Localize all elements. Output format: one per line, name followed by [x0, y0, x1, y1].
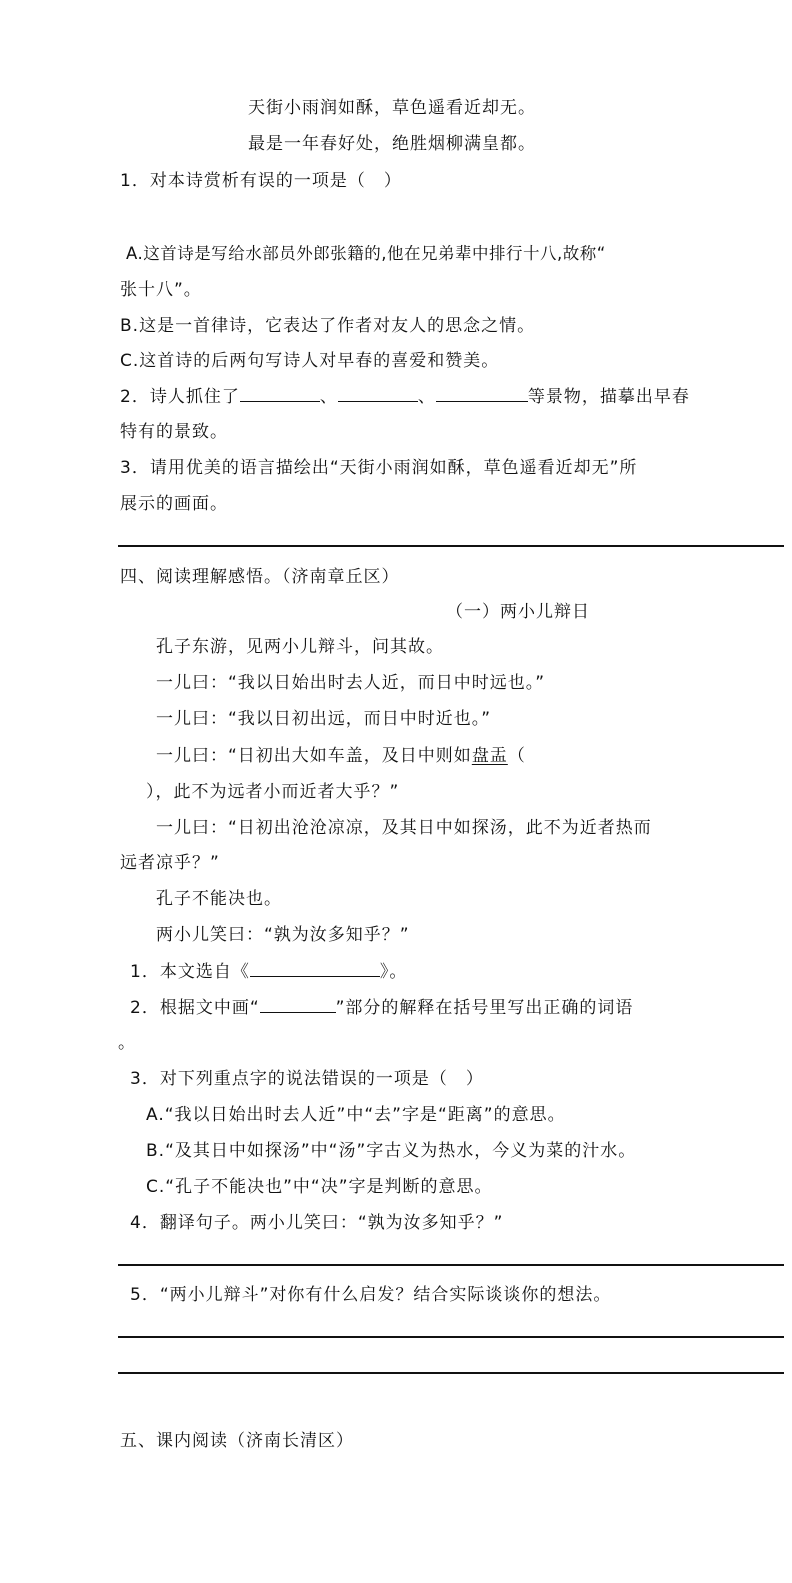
underlined-phrase: 盘盂 — [471, 746, 508, 766]
option-a-line-2: 张十八”。 — [120, 280, 202, 300]
section-5-heading: 五、课内阅读（济南长清区） — [120, 1431, 354, 1451]
answer-blank-scenery-3[interactable] — [436, 385, 528, 402]
passage-paragraph-5-line-2: 远者凉乎？” — [120, 853, 220, 873]
reading-question-2-prefix: 2．根据文中画“ — [130, 998, 260, 1018]
question-2-suffix: 等景物，描摹出早春 — [527, 387, 690, 407]
passage-paragraph-3: 一儿曰：“我以日初出远，而日中时近也。” — [156, 709, 492, 729]
answer-blank-scenery-1[interactable] — [240, 385, 320, 402]
passage-paragraph-4 — [156, 745, 526, 767]
passage-paragraph-4-continuation: ），此不为远者小而近者大乎？” — [146, 782, 400, 802]
answer-blank-source[interactable] — [250, 960, 380, 977]
reading-question-4: 4．翻译句子。两小儿笑曰：“孰为汝多知乎？” — [130, 1213, 504, 1233]
reading-question-2-continuation: 。 — [118, 1033, 136, 1053]
reading-question-1-prefix: 1．本文选自《 — [130, 962, 250, 982]
option-b: B.这是一首律诗，它表达了作者对友人的思念之情。 — [120, 316, 536, 336]
question-2-prefix: 2．诗人抓住了 — [120, 387, 240, 407]
passage-paragraph-4-prefix: 一儿曰：“日初出大如车盖，及日中则如 — [156, 746, 472, 766]
reading-question-3-option-a: A.“我以日始出时去人近”中“去”字是“距离”的意思。 — [146, 1105, 566, 1125]
section-4-heading: 四、阅读理解感悟。（济南章丘区） — [120, 567, 400, 587]
passage-paragraph-2: 一儿曰：“我以日始出时去人近，而日中时远也。” — [156, 673, 546, 693]
question-2-separator-2: 、 — [417, 387, 436, 407]
option-c: C.这首诗的后两句写诗人对早春的喜爱和赞美。 — [120, 351, 500, 371]
reading-question-3-option-c: C.“孔子不能决也”中“决”字是判断的意思。 — [146, 1177, 493, 1197]
reading-question-3: 3．对下列重点字的说法错误的一项是（ ） — [130, 1069, 484, 1089]
passage-paragraph-5-line-1: 一儿曰：“日初出沧沧凉凉，及其日中如探汤，此不为近者热而 — [156, 818, 652, 838]
passage-paragraph-1: 孔子东游，见两小儿辩斗，问其故。 — [156, 637, 444, 657]
question-3-line-2: 展示的画面。 — [120, 494, 228, 514]
answer-blank-scenery-2[interactable] — [338, 385, 418, 402]
section-divider — [118, 545, 784, 547]
reading-question-1-suffix: 》。 — [379, 962, 408, 982]
question-2-separator-1: 、 — [319, 387, 338, 407]
answer-line-question-5-b[interactable] — [118, 1372, 784, 1374]
passage-title: （一）两小儿辩日 — [446, 602, 590, 622]
answer-blank-marked-part[interactable] — [260, 996, 336, 1013]
reading-question-2 — [130, 996, 633, 1019]
answer-line-question-5-a[interactable] — [118, 1336, 784, 1338]
answer-line-question-4[interactable] — [118, 1264, 784, 1266]
question-1: 1．对本诗赏析有误的一项是（ ） — [120, 171, 402, 191]
reading-question-3-option-b: B.“及其日中如探汤”中“汤”字古义为热水，今义为菜的汁水。 — [146, 1141, 637, 1161]
option-a-line-1: A.这首诗是写给水部员外郎张籍的,他在兄弟辈中排行十八,故称“ — [126, 244, 606, 263]
reading-question-1 — [130, 960, 407, 983]
reading-question-2-suffix: ”部分的解释在括号里写出正确的词语 — [335, 998, 634, 1018]
poem-line-2: 最是一年春好处，绝胜烟柳满皇都。 — [248, 134, 536, 154]
passage-paragraph-4-tail: （ — [507, 746, 526, 766]
poem-line-1: 天街小雨润如酥，草色遥看近却无。 — [248, 98, 536, 118]
reading-question-5: 5．“两小儿辩斗”对你有什么启发？结合实际谈谈你的想法。 — [130, 1285, 612, 1305]
passage-paragraph-7: 两小儿笑曰：“孰为汝多知乎？” — [156, 925, 410, 945]
question-2-continuation: 特有的景致。 — [120, 422, 228, 442]
question-2 — [120, 385, 690, 408]
question-3-line-1: 3．请用优美的语言描绘出“天街小雨润如酥，草色遥看近却无”所 — [120, 458, 638, 478]
passage-paragraph-6: 孔子不能决也。 — [156, 889, 282, 909]
